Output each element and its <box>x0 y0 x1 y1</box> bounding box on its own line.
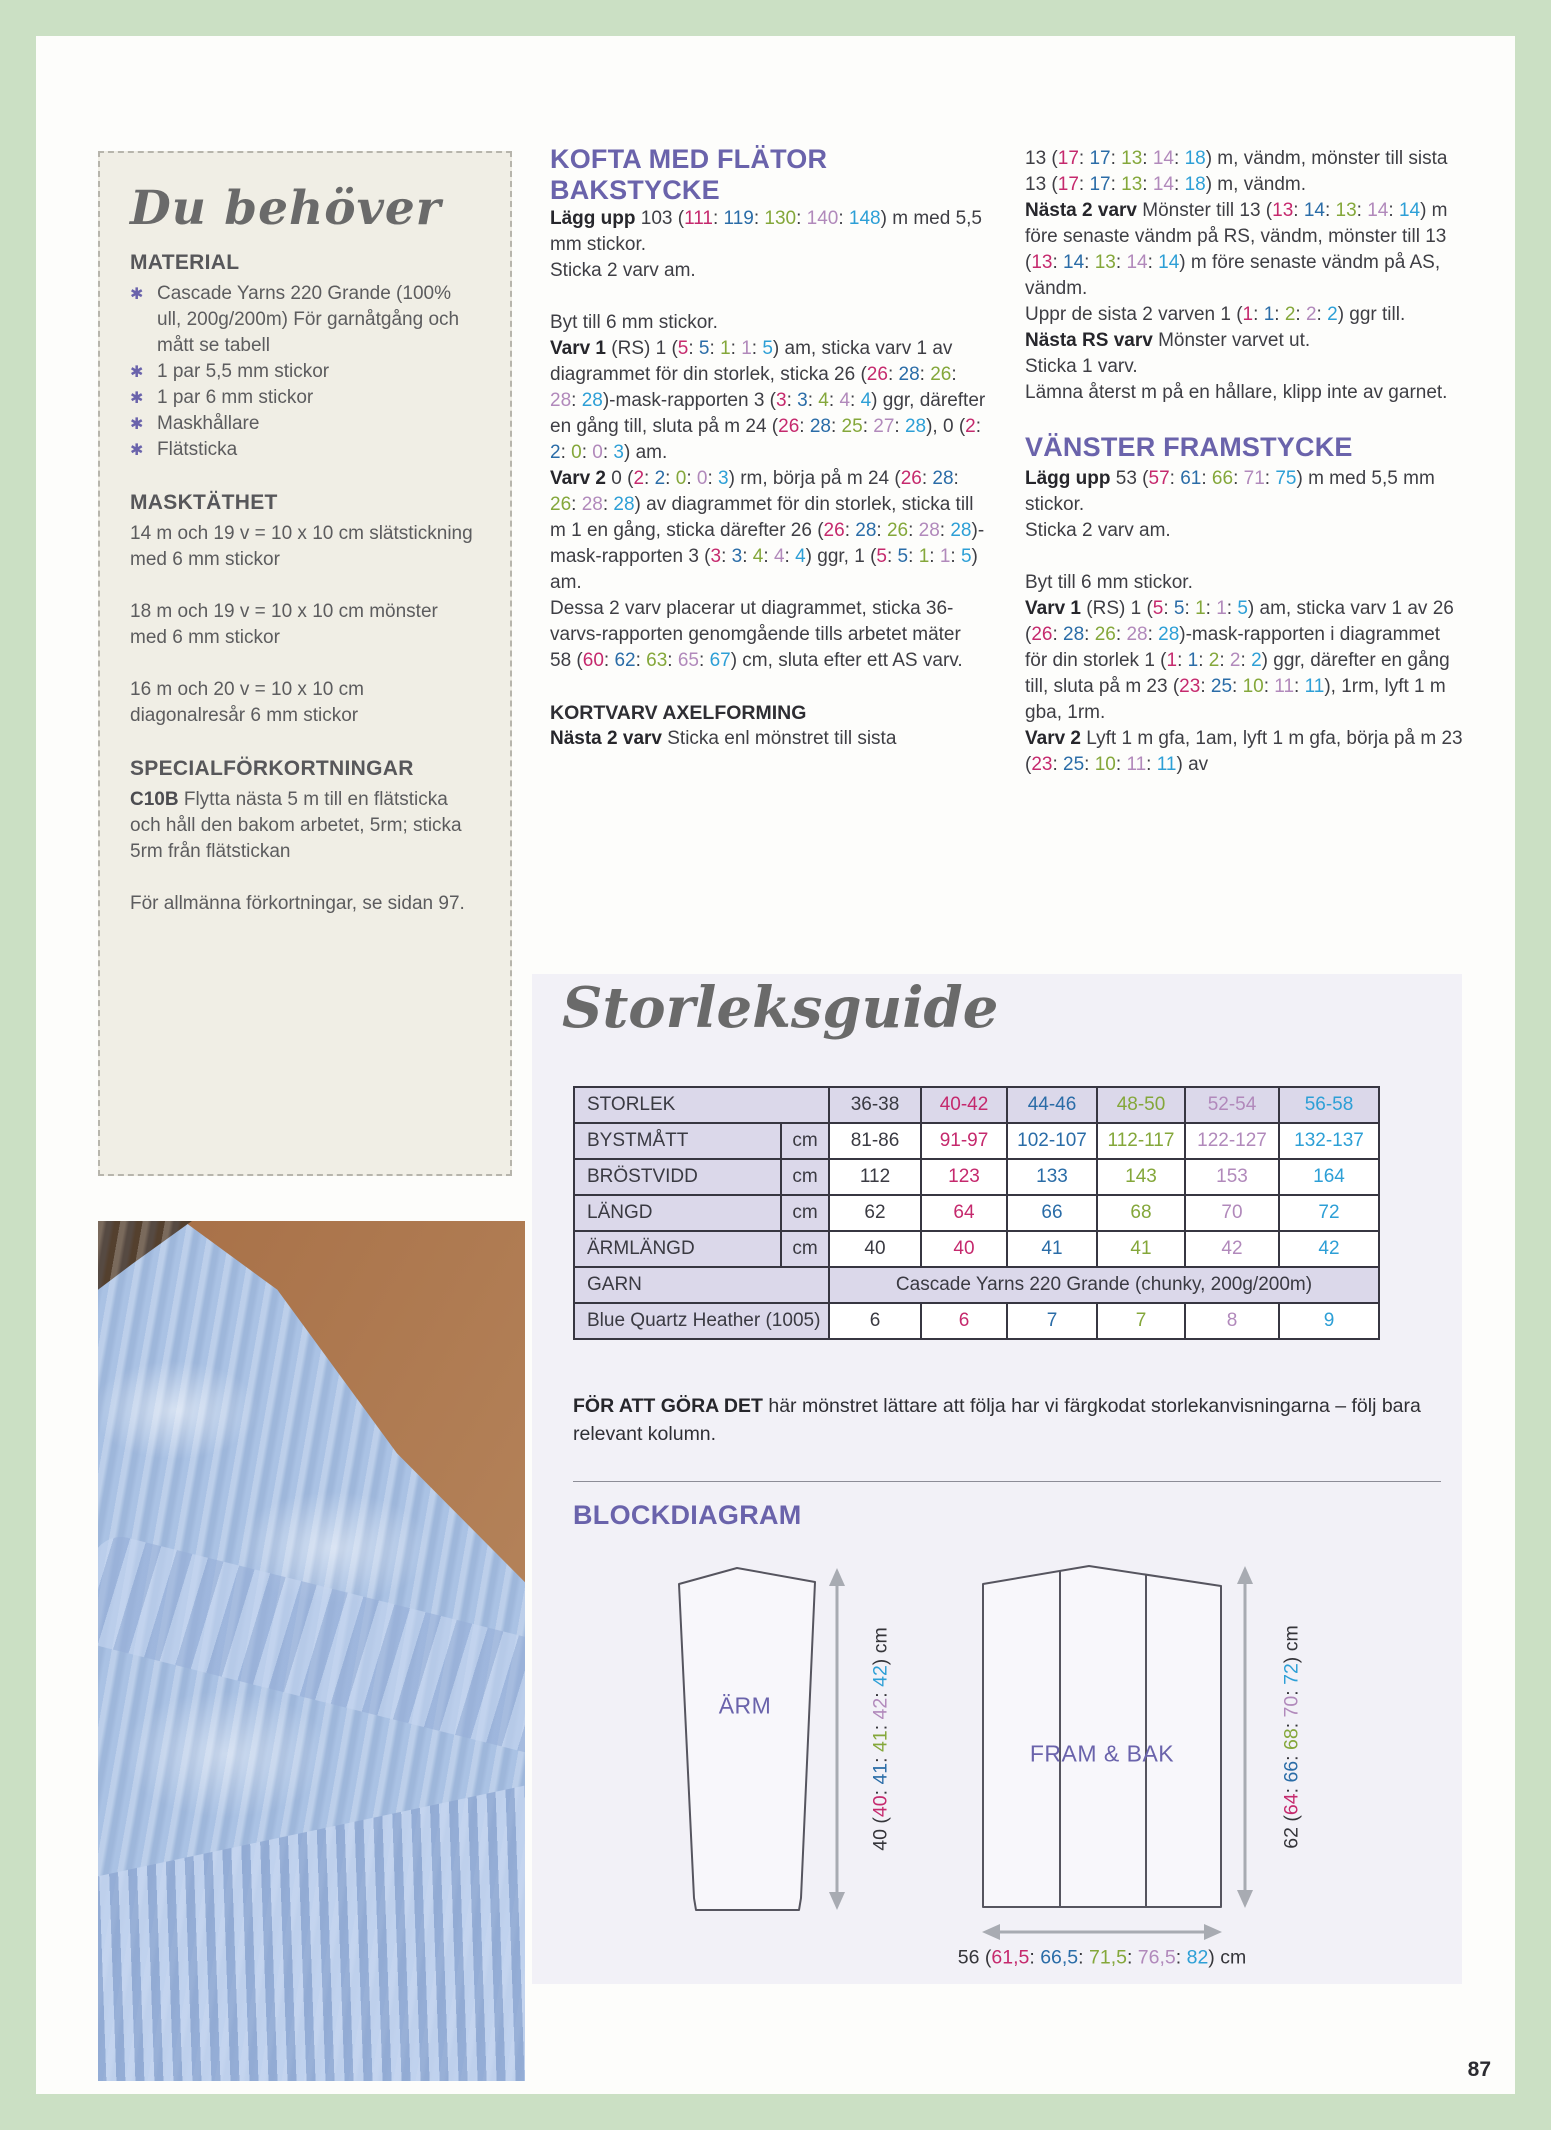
section-heading: KORTVARV AXELFORMING <box>550 702 807 724</box>
front-piece-instructions <box>1025 146 1463 778</box>
pattern-paragraph: Sticka 1 varv. <box>1025 356 1138 377</box>
table-cell: 102-107 <box>1007 1123 1097 1159</box>
table-cell: LÄNGD <box>574 1195 781 1231</box>
table-row <box>574 1303 1379 1339</box>
color-code-note: FÖR ATT GÖRA DET här mönstret lättare att följa har vi färgkodat storlekanvisningarna – följ bara relevant kolumn. <box>573 1394 1421 1445</box>
table-cell: 64 <box>921 1195 1007 1231</box>
table-cell: 7 <box>1007 1303 1097 1339</box>
table-cell: 133 <box>1007 1159 1097 1195</box>
table-cell: 132-137 <box>1279 1123 1379 1159</box>
pattern-paragraph: Uppr de sista 2 varven 1 (1: 1: 2: 2: 2) ggr till. <box>1025 304 1406 325</box>
asterisk-icon: ✱ <box>130 390 144 407</box>
table-row <box>574 1231 1379 1267</box>
table-cell: 153 <box>1185 1159 1279 1195</box>
knitting-photo <box>98 1221 525 2081</box>
table-cell: 70 <box>1185 1195 1279 1231</box>
body-schematic-shape <box>983 1566 1221 1907</box>
table-cell: GARN <box>574 1267 829 1303</box>
asterisk-icon: ✱ <box>130 442 144 459</box>
table-cell: STORLEK <box>574 1087 829 1123</box>
blockdiagram-heading: BLOCKDIAGRAM <box>573 1500 802 1530</box>
table-cell: 164 <box>1279 1159 1379 1195</box>
pattern-paragraph: Byt till 6 mm stickor. <box>1025 572 1193 593</box>
pattern-paragraph: Varv 2 0 (2: 2: 0: 0: 3) rm, börja på m 24 (26: 28: 26: 28: 28) av diagrammet för din storlek, sticka till m 1 en gång, sticka därefter 26 (26: 28: 26: 28: 28)-mask-rapporten 3 (3: 3: 4: 4: 4) ggr, 1 (5: 5: 1: 1: 5) am. <box>550 468 985 593</box>
table-cell: ÄRMLÄNGD <box>574 1231 781 1267</box>
size-guide-panel <box>532 974 1462 1984</box>
pattern-paragraph: 13 (17: 17: 13: 14: 18) m, vändm, mönster till sista 13 (17: 17: 13: 14: 18) m, vändm. <box>1025 148 1448 195</box>
arm-schematic-label: ÄRM <box>718 1692 772 1719</box>
table-cell: 6 <box>921 1303 1007 1339</box>
material-heading: MATERIAL <box>130 251 240 274</box>
back-piece-instructions <box>550 206 986 752</box>
table-cell: 9 <box>1279 1303 1379 1339</box>
pattern-column-front <box>1025 146 1463 778</box>
pattern-paragraph: Sticka 2 varv am. <box>1025 520 1171 541</box>
table-cell: 123 <box>921 1159 1007 1195</box>
pattern-title-line2: BAKSTYCKE <box>550 175 720 205</box>
table-cell: 72 <box>1279 1195 1379 1231</box>
body-width-arrow <box>982 1924 1222 1940</box>
table-row <box>574 1123 1379 1159</box>
material-item: ✱ 1 par 6 mm stickor <box>130 385 480 411</box>
body-length-label: 62 (64: 66: 68: 70: 72) cm <box>1280 1625 1303 1849</box>
asterisk-icon: ✱ <box>130 416 144 433</box>
asterisk-icon: ✱ <box>130 286 144 303</box>
pattern-paragraph: Varv 1 (RS) 1 (5: 5: 1: 1: 5) am, sticka varv 1 av diagrammet för din storlek, sticka 26 (26: 28: 26: 28: 28)-mask-rapporten 3 (3: 3: 4: 4: 4) ggr, därefter en gång till, sluta på m 24 (26: 28: 25: 27: 28), 0 (2: 2: 0: 0: 3) am. <box>550 338 986 463</box>
table-row <box>574 1195 1379 1231</box>
body-height-arrow <box>1237 1566 1253 1908</box>
size-table <box>573 1086 1380 1340</box>
pattern-paragraph: Lägg upp 53 (57: 61: 66: 71: 75) m med 5,5 mm stickor. <box>1025 468 1435 515</box>
table-cell: 48-50 <box>1097 1087 1185 1123</box>
material-item: ✱ 1 par 5,5 mm stickor <box>130 359 480 385</box>
pattern-paragraph: Dessa 2 varv placerar ut diagrammet, sticka 36-varvs-rapporten genomgående tills arbetet mäter 58 (60: 62: 63: 65: 67) cm, sluta efter ett AS varv. <box>550 598 963 671</box>
body-width-label: 56 (61,5: 66,5: 71,5: 76,5: 82) cm <box>957 1946 1247 1969</box>
table-cell: 40 <box>921 1231 1007 1267</box>
special-abbr-text: C10B Flytta nästa 5 m till en flätsticka och håll den bakom arbetet, 5rm; sticka 5rm från flätstickan <box>130 789 462 862</box>
table-cell: 36-38 <box>829 1087 921 1123</box>
table-cell: Cascade Yarns 220 Grande (chunky, 200g/200m) <box>829 1267 1379 1303</box>
table-row <box>574 1267 1379 1303</box>
table-row <box>574 1159 1379 1195</box>
table-cell: 40 <box>829 1231 921 1267</box>
table-cell: 44-46 <box>1007 1087 1097 1123</box>
pattern-paragraph: Sticka 2 varv am. <box>550 260 696 281</box>
schematic-drawing <box>532 1514 1462 1984</box>
blockdiagram-area <box>532 1514 1462 1984</box>
you-need-title: Du behöver <box>130 181 442 236</box>
asterisk-icon: ✱ <box>130 364 144 381</box>
table-cell: 42 <box>1185 1231 1279 1267</box>
material-item: ✱ Cascade Yarns 220 Grande (100% ull, 200g/200m) För garnåtgång och mått se tabell <box>130 283 460 356</box>
table-cell: 6 <box>829 1303 921 1339</box>
pattern-title-line1: KOFTA MED FLÄTOR <box>550 144 828 174</box>
special-abbr-heading: SPECIALFÖRKORTNINGAR <box>130 757 414 780</box>
table-cell: cm <box>781 1123 829 1159</box>
table-cell: 41 <box>1097 1231 1185 1267</box>
arm-height-arrow <box>829 1568 845 1910</box>
size-guide-title: Storleksguide <box>562 975 999 1041</box>
pattern-paragraph: Nästa 2 varv Sticka enl mönstret till sista <box>550 728 897 749</box>
table-cell: BRÖSTVIDD <box>574 1159 781 1195</box>
magazine-page <box>36 36 1515 2094</box>
pattern-paragraph: Varv 2 Lyft 1 m gfa, 1am, lyft 1 m gfa, börja på m 23 (23: 25: 10: 11: 11) av <box>1025 728 1463 775</box>
table-cell: 40-42 <box>921 1087 1007 1123</box>
section-heading: VÄNSTER FRAMSTYCKE <box>1025 432 1353 462</box>
table-cell: 122-127 <box>1185 1123 1279 1159</box>
table-cell: 8 <box>1185 1303 1279 1339</box>
you-need-box <box>98 151 512 1176</box>
table-cell: 68 <box>1097 1195 1185 1231</box>
material-item: ✱ Flätsticka <box>130 437 480 463</box>
table-cell: 112-117 <box>1097 1123 1185 1159</box>
table-cell: 66 <box>1007 1195 1097 1231</box>
table-cell: cm <box>781 1159 829 1195</box>
gauge-item: 18 m och 19 v = 10 x 10 cm mönster med 6 mm stickor <box>130 601 438 648</box>
pattern-paragraph: Nästa 2 varv Mönster till 13 (13: 14: 13: 14: 14) m före senaste vändm på RS, vändm, mönster till 13 (13: 14: 13: 14: 14) m före senaste vändm på AS, vändm. <box>1025 200 1448 299</box>
table-cell: 42 <box>1279 1231 1379 1267</box>
gauge-heading: MASKTÄTHET <box>130 491 278 514</box>
pattern-paragraph: Nästa RS varv Mönster varvet ut. <box>1025 330 1311 351</box>
body-schematic-label: FRAM & BAK <box>1029 1740 1175 1767</box>
arm-schematic-shape <box>679 1568 815 1910</box>
pattern-paragraph: Lämna återst m på en hållare, klipp inte av garnet. <box>1025 382 1448 403</box>
table-cell: 81-86 <box>829 1123 921 1159</box>
table-cell: cm <box>781 1195 829 1231</box>
table-cell: 143 <box>1097 1159 1185 1195</box>
page-number: 87 <box>1467 2058 1491 2081</box>
table-cell: 52-54 <box>1185 1087 1279 1123</box>
pattern-paragraph: Varv 1 (RS) 1 (5: 5: 1: 1: 5) am, sticka varv 1 av 26 (26: 28: 26: 28: 28)-mask-rapporten i diagrammet för din storlek 1 (1: 1: 2: 2: 2) ggr, därefter en gång till, sluta på m 23 (23: 25: 10: 11: 11), 1rm, lyft 1 m gba, 1rm. <box>1025 598 1454 723</box>
material-item: ✱ Maskhållare <box>130 411 480 437</box>
abbr-reference-note: För allmänna förkortningar, se sidan 97. <box>130 893 465 914</box>
table-cell: 41 <box>1007 1231 1097 1267</box>
table-cell: cm <box>781 1231 829 1267</box>
table-cell: BYSTMÅTT <box>574 1123 781 1159</box>
gauge-item: 16 m och 20 v = 10 x 10 cm diagonalresår 6 mm stickor <box>130 679 364 726</box>
table-cell: 56-58 <box>1279 1087 1379 1123</box>
table-cell: 112 <box>829 1159 921 1195</box>
table-cell: 62 <box>829 1195 921 1231</box>
pattern-column-back <box>550 144 986 752</box>
table-row <box>574 1087 1379 1123</box>
gauge-item: 14 m och 19 v = 10 x 10 cm slätstickning med 6 mm stickor <box>130 523 473 570</box>
pattern-paragraph: Byt till 6 mm stickor. <box>550 312 718 333</box>
table-cell: 7 <box>1097 1303 1185 1339</box>
table-cell: Blue Quartz Heather (1005) <box>574 1303 829 1339</box>
table-cell: 91-97 <box>921 1123 1007 1159</box>
material-list <box>130 281 480 463</box>
pattern-paragraph: Lägg upp 103 (111: 119: 130: 140: 148) m med 5,5 mm stickor. <box>550 208 982 255</box>
arm-length-label: 40 (40: 41: 41: 42: 42) cm <box>869 1627 892 1851</box>
section-divider <box>573 1481 1441 1482</box>
gauge-list <box>130 521 480 729</box>
